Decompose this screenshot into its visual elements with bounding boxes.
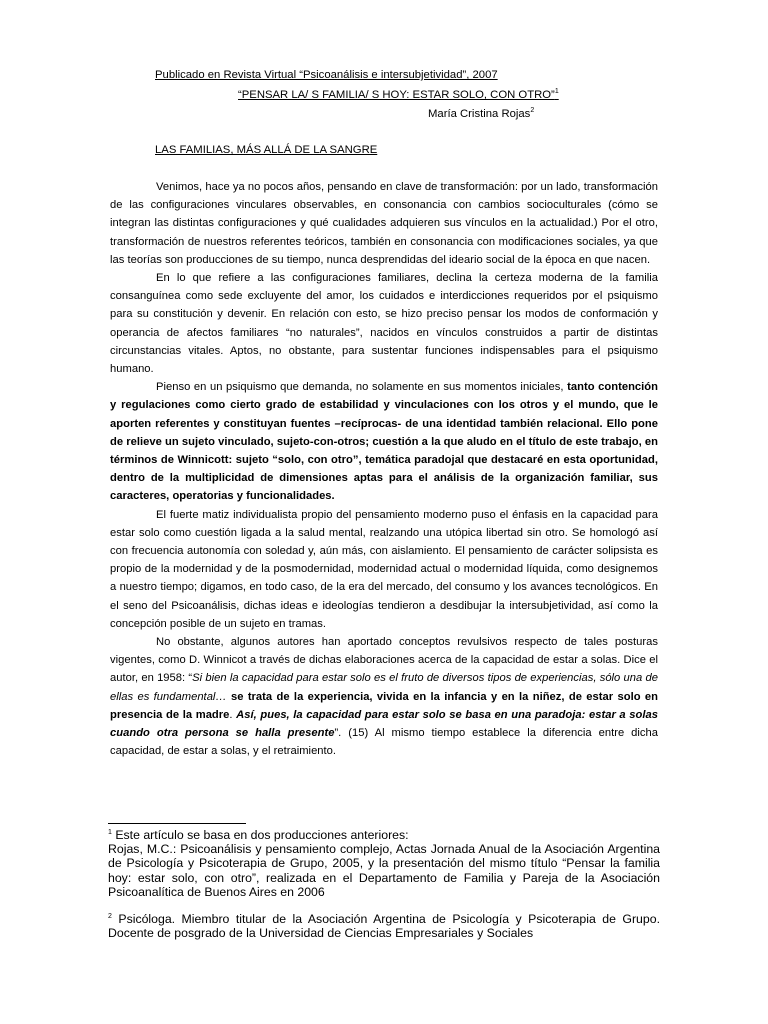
footnote-1	[108, 828, 660, 899]
article-title	[238, 88, 668, 102]
footnote-1-text: Rojas, M.C.: Psicoanálisis y pensamiento complejo, Actas Jornada Anual de la Asociación Argentina de Psicología y Psicoterapia de Grupo, 2005, y la presentación del mismo título “Pensar la familia hoy: estar solo, con otro”, realizada en el Departamento de Familia y Pareja de la Asociación Psicoanalítica de Buenos Aires en 2006	[108, 842, 660, 899]
footnote-2-mark: 2	[108, 912, 112, 920]
footnote-2-text: Psicóloga. Miembro titular de la Asociación Argentina de Psicología y Psicoterapia de Grupo. Docente de posgrado de la Universidad de Ciencias Empresariales y Sociales	[108, 912, 660, 941]
author-name: María Cristina Rojas	[428, 108, 531, 120]
paragraph-2: En lo que refiere a las configuraciones familiares, declina la certeza moderna de la familia consanguínea como sede excluyente del amor, los cuidados e interdicciones requeridos por el psiquismo para su constitución y devenir. En relación con esto, se hizo preciso pensar los modos de conformación y operancia de afectos familiares “no naturales”, nacidos en vínculos construidos a partir de distintas circunstancias vitales. Aptos, no obstante, para sustentar funciones indispensables para el psiquismo humano.	[110, 272, 658, 376]
title-footnote-ref[interactable]: 1	[554, 88, 559, 96]
paragraph-5	[110, 633, 658, 760]
paragraph-5-quote-italic: Si bien la capacidad para estar solo es el fruto de diversos tipos de experiencias, sólo una de ellas es fundamental…	[110, 672, 658, 703]
paragraph-3-bold: tanto contención y regulaciones como cierto grado de estabilidad y vinculaciones con los otros y el mundo, que le aporten referentes y constituyan fuentes –recíprocas- de una identidad también relacional. Ello pone de relieve un sujeto vinculado, sujeto-con-otros; cuestión a la que aludo en el título de este trabajo, en términos de Winnicott: sujeto “solo, con otro”, temática paradojal que destacaré en esta oportunidad, dentro de la multiplicidad de dimensiones aptas para el análisis de la organización familiar, sus caracteres, operatorias y funcionalidades.	[110, 381, 659, 503]
section-heading: LAS FAMILIAS, MÁS ALLÁ DE LA SANGRE	[155, 144, 378, 156]
paragraph-5-quote-bold: se trata de la experiencia, vivida en la infancia y en la niñez, de estar solo en presencia de la madre	[110, 690, 658, 721]
article-title-text: “PENSAR LA/ S FAMILIA/ S HOY: ESTAR SOLO, CON OTRO”	[238, 89, 555, 101]
footnote-1-mark: 1	[108, 828, 112, 836]
paragraph-5-quote-bold-italic: Así, pues, la capacidad para estar solo se basa en una paradoja: estar a solas cuando otra persona se halla presente	[110, 708, 658, 740]
paragraph-3	[110, 378, 658, 505]
paragraph-5-close: ”. (15) Al mismo tiempo establece la diferencia entre dicha capacidad, de estar a solas, y el retraimiento.	[110, 727, 658, 758]
paragraph-3-plain: Pienso en un psiquismo que demanda, no solamente en sus momentos iniciales,	[156, 381, 568, 394]
footnote-1-intro-text: Este artículo se basa en dos producciones anteriores:	[111, 828, 409, 842]
paragraph-4: El fuerte matiz individualista propio del pensamiento moderno puso el énfasis en la capacidad para estar solo como cuestión ligada a la salud mental, realzando una utópica libertad sin otro. Se homologó así con frecuencia autonomía con soledad y, aún más, con aislamiento. El pensamiento de carácter solipsista es propio de la modernidad y de la posmodernidad, modernidad actual o modernidad líquida, como designemos a nuestro tiempo; digamos, en todo caso, de la era del mercado, del consumo y los avances tecnológicos. En el seno del Psicoanálisis, dichas ideas e ideologías tendieron a desdibujar la intersubjetividad, así como la concepción posible de un sujeto en tramas.	[110, 508, 658, 630]
author-footnote-ref[interactable]: 2	[530, 107, 535, 115]
footnote-separator	[108, 823, 246, 824]
paragraph-1: Venimos, hace ya no pocos años, pensando en clave de transformación: por un lado, transformación de las configuraciones vinculares observables, en consonancia con cambios socioculturales (cómo se integran las distintas configuraciones y qué cualidades adquieren sus vínculos en la actualidad.) Por el otro, transformación de nuestros referentes teóricos, también en consonancia con modificaciones sociales, ya que las teorías son producciones de su tiempo, nunca desprendidas del ideario social de la época en que nacen.	[110, 181, 658, 266]
footnote-2-body	[108, 912, 660, 940]
paragraph-5-intro: No obstante, algunos autores han aportado conceptos revulsivos respecto de tales posturas vigentes, como D. Winnicot a través de dichas elaboraciones acerca de la capacidad de estar a solas. Dice el autor, en 1958: “	[110, 636, 658, 685]
footnote-1-intro	[108, 828, 660, 842]
publication-line	[155, 68, 585, 82]
footnote-2	[108, 912, 660, 940]
publication-text: Publicado en Revista Virtual “Psicoanálisis e intersubjetividad”, 2007	[155, 69, 498, 81]
paragraph-5-sep: .	[229, 708, 237, 721]
body-text	[110, 178, 658, 761]
author-line	[428, 107, 768, 121]
